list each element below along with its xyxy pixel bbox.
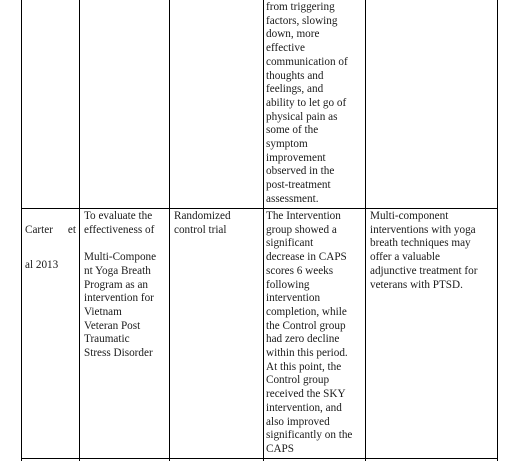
author-et: et — [67, 223, 76, 236]
column-divider-4 — [365, 0, 366, 461]
column-divider-2 — [169, 0, 170, 461]
row-divider — [21, 208, 498, 209]
author-cell — [25, 210, 76, 287]
author-line — [25, 224, 76, 238]
table-bottom-border — [21, 458, 498, 459]
aim-cell: To evaluate the effectiveness of Multi-Compone nt Yoga Breath Program as an intervention for Vietnam Veteran Post Traumatic Stress Disorder — [84, 210, 157, 360]
results-cell: The Intervention group showed a significant decrease in CAPS scores 6 weeks following intervention completion, while the Control group had zero decline within this period. At this point, the Control group received the SKY intervention, and also improved significantly on the CAPS — [266, 210, 353, 455]
design-cell: Randomized control trial — [174, 210, 231, 236]
author-name: Carter — [25, 223, 53, 236]
results-cell-continued: from triggering factors, slowing down, more effective communication of thoughts and feelings, and ability to let go of physical pain as some of the symptom improvement observed in the post-treatment assessment. — [266, 1, 348, 205]
table-border-left — [21, 0, 22, 461]
column-divider-1 — [79, 0, 80, 461]
conclusion-cell: Multi-component interventions with yoga breath techniques may offer a valuable adjunctive treatment for veterans with PTSD. — [370, 210, 478, 291]
column-divider-3 — [263, 0, 264, 461]
author-year: al 2013 — [25, 259, 59, 272]
